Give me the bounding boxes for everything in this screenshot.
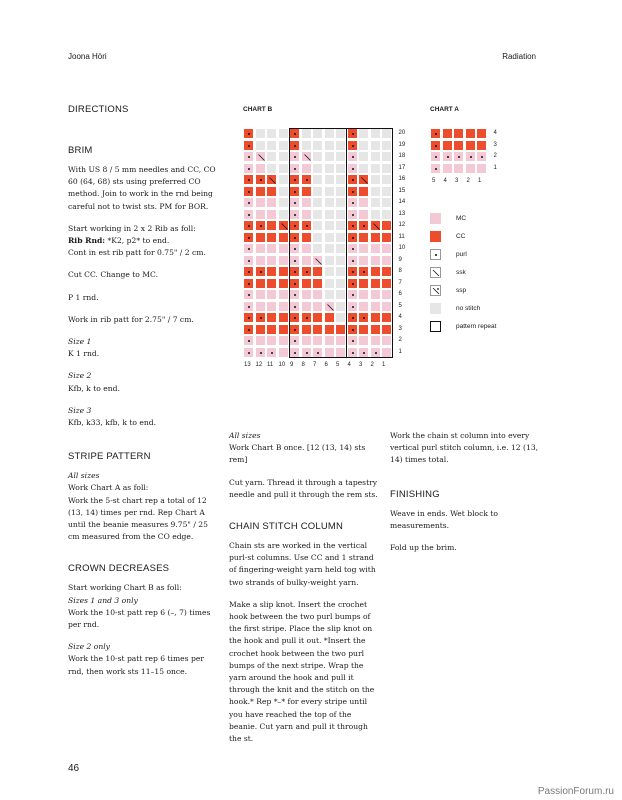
chart-b-col-number: 12 — [255, 362, 263, 368]
chart-cell — [266, 347, 277, 358]
chart-b-row-number: 15 — [398, 187, 406, 194]
chart-cell — [266, 312, 277, 323]
chart-cell — [255, 163, 266, 174]
chart-cell — [476, 151, 487, 162]
legend-ssp-label: ssp — [456, 287, 467, 294]
chart-cell — [266, 128, 277, 139]
rib-rnd — [68, 235, 220, 247]
chart-b-col-number: 2 — [370, 362, 374, 368]
chart-b-col-number: 9 — [290, 362, 294, 368]
chart-cell — [243, 301, 254, 312]
chart-cell — [266, 255, 277, 266]
chart-cell — [453, 128, 464, 139]
stripe-p1: Work Chart A as foll: — [68, 483, 149, 493]
chart-cell — [278, 243, 289, 254]
chart-cell — [243, 232, 254, 243]
brim-p3: Cut CC. Change to MC. — [68, 270, 158, 280]
chart-b — [243, 128, 413, 368]
chart-cell — [442, 140, 453, 151]
chart-a — [430, 128, 510, 188]
chart-b-row-number: 4 — [398, 314, 402, 320]
chart-cell — [266, 197, 277, 208]
legend-no-stitch-swatch — [430, 303, 441, 314]
chart-cell — [278, 278, 289, 289]
chart-cell — [430, 163, 441, 174]
chart-b-col-number: 1 — [382, 362, 386, 368]
chart-b-col-number: 5 — [336, 362, 340, 368]
crown-p1: Start working Chart B as foll: — [68, 583, 182, 593]
chart-cell — [278, 209, 289, 220]
chart-cell — [266, 301, 277, 312]
crown-p2: Work the 10-st patt rep 6 (–, 7) times per rnd. — [68, 607, 211, 630]
chart-cell — [266, 289, 277, 300]
chart-cell — [243, 174, 254, 185]
chart-b-row-number: 7 — [398, 279, 402, 286]
column-2 — [229, 430, 379, 745]
chart-cell — [243, 289, 254, 300]
chart-cell — [243, 128, 254, 139]
chart-cell — [243, 151, 254, 162]
chart-cell — [255, 140, 266, 151]
chart-cell — [266, 220, 277, 231]
chart-cell — [243, 347, 254, 358]
chart-cell — [255, 289, 266, 300]
chart-cell — [453, 140, 464, 151]
chart-cell — [243, 255, 254, 266]
chart-cell — [278, 232, 289, 243]
chart-b-row-number: 17 — [398, 164, 406, 171]
chart-b-row-number: 20 — [398, 130, 406, 136]
rib-rnd-label: Rib Rnd: — [68, 236, 106, 246]
chain-text — [229, 540, 379, 745]
chart-cell — [278, 197, 289, 208]
chart-cell — [278, 301, 289, 312]
chart-b-title: CHART B — [243, 106, 273, 113]
chart-b-col-number: 7 — [313, 362, 317, 368]
chart-cell — [476, 163, 487, 174]
chart-a-col-number: 4 — [443, 178, 447, 184]
author-name: Joona Höri — [68, 52, 107, 61]
ssk-icon — [431, 268, 441, 278]
chart-b-frame — [289, 128, 393, 358]
size3-label: Size 3 — [68, 405, 92, 415]
size3-text: Kfb, k33, kfb, k to end. — [68, 418, 157, 428]
legend-repeat-label: pattern repeat — [456, 323, 497, 330]
chart-cell — [278, 140, 289, 151]
chart-cell — [243, 335, 254, 346]
chart-b-row-number: 3 — [398, 325, 402, 332]
chart-cell — [243, 197, 254, 208]
chart-a-col-number: 1 — [478, 178, 482, 184]
chart-cell — [255, 347, 266, 358]
legend-mc-swatch — [430, 213, 441, 224]
page-number: 46 — [68, 763, 80, 774]
chart-b-row-number: 18 — [398, 153, 406, 159]
legend-mc-label: MC — [456, 215, 467, 222]
chain-heading: CHAIN STITCH COLUMN — [229, 521, 344, 533]
chart-cell — [255, 220, 266, 231]
chart-b-col-number: 4 — [347, 362, 351, 368]
chart-b-col-number: 8 — [301, 362, 305, 368]
brim-p4: P 1 rnd. — [68, 292, 99, 302]
crown-p3: Work the 10-st patt rep 6 times per rnd, then work sts 11–15 once. — [68, 654, 204, 676]
legend-ssk-icon — [430, 267, 441, 278]
legend-purl-label: purl — [456, 251, 467, 258]
chart-b-row-number: 19 — [398, 141, 406, 148]
pattern-title: Radiation — [502, 52, 536, 61]
legend-cc-label: CC — [456, 233, 466, 240]
chart-b-col-number: 11 — [267, 362, 274, 368]
directions-heading: DIRECTIONS — [68, 104, 129, 115]
chart-b-text — [229, 430, 379, 501]
chart-cell — [465, 128, 476, 139]
chart-cell — [266, 266, 277, 277]
size2-text: Kfb, k to end. — [68, 383, 120, 393]
chart-cell — [465, 163, 476, 174]
chart-b-col-number: 13 — [244, 362, 251, 368]
chart-cell — [266, 186, 277, 197]
chart-cell — [243, 324, 254, 335]
chart-cell — [243, 209, 254, 220]
chart-cell — [255, 278, 266, 289]
chart-cell — [243, 140, 254, 151]
stripe-heading: STRIPE PATTERN — [68, 451, 151, 463]
chart-cell — [278, 220, 289, 231]
brim-text — [68, 164, 220, 429]
chart-a-col-number: 5 — [432, 178, 436, 184]
stripe-p2: Work the 5-st chart rep a total of 12 (13, 14) times per rnd. Rep Chart A until the beanie measures 9.75" / 25 cm measured from the CO edge. — [68, 495, 208, 542]
chart-cell — [255, 128, 266, 139]
chart-a-col-number: 3 — [455, 178, 459, 184]
chart-cell — [476, 128, 487, 139]
chart-a-row-number: 4 — [493, 130, 497, 136]
chart-cell — [430, 151, 441, 162]
chart-cell — [442, 163, 453, 174]
chart-cell — [243, 243, 254, 254]
col2-p2: Cut yarn. Thread it through a tapestry needle and pull it through the rem sts. — [229, 477, 378, 499]
watermark: PassionForum.ru — [537, 786, 614, 797]
chart-cell — [243, 163, 254, 174]
rib-rnd-text: *K2, p2* to end. — [105, 236, 170, 246]
legend-repeat-swatch — [430, 321, 441, 332]
chart-cell — [255, 186, 266, 197]
legend-ssp-icon — [430, 285, 441, 296]
chart-cell — [465, 151, 476, 162]
size1-label: Size 1 — [68, 337, 92, 347]
chart-cell — [278, 174, 289, 185]
chart-cell — [278, 186, 289, 197]
chart-cell — [278, 266, 289, 277]
chart-cell — [442, 128, 453, 139]
brim-p5: Work in rib patt for 2.75" / 7 cm. — [68, 314, 194, 324]
chart-cell — [255, 301, 266, 312]
chart-cell — [453, 163, 464, 174]
chart-cell — [255, 232, 266, 243]
chart-cell — [255, 243, 266, 254]
brim-p2a: Start working in 2 x 2 Rib as foll: — [68, 223, 196, 233]
chart-cell — [255, 324, 266, 335]
chart-b-row-number: 1 — [398, 348, 402, 355]
chart-cell — [266, 151, 277, 162]
col3-p1: Work the chain st column into every vertical purl stitch column, i.e. 12 (13, 14) times total. — [390, 431, 539, 465]
chart-b-col-number: 6 — [324, 362, 328, 368]
chart-b-col-number: 3 — [359, 362, 363, 368]
chart-cell — [255, 151, 266, 162]
chart-cell — [266, 232, 277, 243]
stripe-text — [68, 470, 220, 543]
chart-cell — [255, 174, 266, 185]
chart-cell — [278, 347, 289, 358]
legend-no-stitch-label: no stitch — [456, 305, 481, 312]
chart-cell — [255, 312, 266, 323]
chart-a-title: CHART A — [430, 106, 460, 113]
chart-cell — [243, 220, 254, 231]
chart-cell — [243, 186, 254, 197]
chart-cell — [278, 312, 289, 323]
col2-p1: Work Chart B once. [12 (13, 14) sts rem] — [229, 443, 366, 465]
legend-cc-swatch — [430, 231, 441, 242]
chart-cell — [453, 151, 464, 162]
chart-a-col-number: 2 — [466, 178, 470, 184]
chart-cell — [476, 140, 487, 151]
chart-cell — [266, 209, 277, 220]
chart-a-row-number: 2 — [493, 153, 497, 159]
brim-p2c: Cont in est rib patt for 0.75" / 2 cm. — [68, 248, 206, 258]
chart-b-row-number: 5 — [398, 302, 402, 309]
chart-cell — [255, 255, 266, 266]
chart-b-row-number: 10 — [398, 245, 406, 251]
chart-cell — [430, 140, 441, 151]
chart-cell — [266, 140, 277, 151]
chain-p2: Make a slip knot. Insert the crochet hook between the two purl bumps of the first stripe. Place the slip knot on the hook and pull it out. *Insert the crochet hook between the two purl bumps of the next stripe. Wrap the yarn around the hook and pull it through the knit and the stitch on the hook.* Rep *–* for every stripe until you have reached the top of the beanie. Cut yarn and pull it through the st. — [229, 599, 375, 744]
chart-cell — [278, 151, 289, 162]
legend-ssk-label: ssk — [456, 269, 466, 276]
brim-p1: With US 8 / 5 mm needles and CC, CO 60 (64, 68) sts using preferred CO method. Join to work in the rnd being careful not to twist sts. PM for BOR. — [68, 165, 216, 211]
chart-cell — [278, 289, 289, 300]
crown-sizes-1-3: Sizes 1 and 3 only — [68, 595, 138, 605]
chart-cell — [278, 335, 289, 346]
chart-b-row-number: 13 — [398, 210, 406, 217]
chart-cell — [243, 278, 254, 289]
chart-cell — [266, 174, 277, 185]
chart-cell — [465, 140, 476, 151]
finishing-p2: Weave in ends. Wet block to measurements. — [390, 508, 499, 530]
crown-text — [68, 582, 220, 677]
column-3 — [390, 430, 542, 554]
chart-a-row-number: 1 — [493, 164, 497, 171]
chart-cell — [266, 243, 277, 254]
chart-b-row-number: 6 — [398, 291, 402, 297]
chart-cell — [255, 197, 266, 208]
chart-cell — [266, 335, 277, 346]
ssp-icon — [431, 286, 441, 296]
stripe-all-sizes: All sizes — [68, 471, 100, 481]
chart-cell — [266, 163, 277, 174]
chart-cell — [430, 128, 441, 139]
chart-a-row-number: 3 — [493, 141, 497, 148]
brim-heading: BRIM — [68, 145, 93, 156]
chart-cell — [243, 312, 254, 323]
chart-b-row-number: 11 — [398, 233, 405, 240]
chart-cell — [442, 151, 453, 162]
size1-text: K 1 rnd. — [68, 349, 100, 359]
col2-all-sizes: All sizes — [229, 431, 261, 440]
finishing-text — [390, 508, 542, 555]
chart-cell — [243, 266, 254, 277]
chart-b-row-number: 12 — [398, 222, 406, 228]
chart-legend — [430, 213, 540, 338]
chart-b-row-number: 2 — [398, 337, 402, 343]
chart-cell — [278, 255, 289, 266]
finishing-p3: Fold up the brim. — [390, 543, 457, 553]
legend-purl-icon — [430, 249, 441, 260]
chart-cell — [278, 128, 289, 139]
size2-label: Size 2 — [68, 371, 92, 381]
chart-cell — [266, 278, 277, 289]
chart-cell — [255, 266, 266, 277]
chain-p1: Chain sts are worked in the vertical purl-st columns. Use CC and 1 strand of fingering-weight yarn held tog with two strands of bulky-weight yarn. — [229, 541, 376, 587]
col3-text — [390, 430, 542, 467]
chart-cell — [266, 324, 277, 335]
chart-b-row-number: 8 — [398, 268, 402, 274]
chart-cell — [278, 324, 289, 335]
column-1 — [68, 104, 220, 678]
chart-cell — [255, 209, 266, 220]
crown-heading: CROWN DECREASES — [68, 563, 170, 575]
chart-cell — [278, 163, 289, 174]
chart-b-row-number: 9 — [398, 256, 402, 263]
chart-b-col-number: 10 — [278, 362, 286, 368]
chart-cell — [255, 335, 266, 346]
chart-b-row-number: 14 — [398, 199, 406, 205]
crown-size-2: Size 2 only — [68, 642, 110, 652]
finishing-heading: FINISHING — [390, 488, 440, 500]
chart-b-row-number: 16 — [398, 176, 406, 182]
